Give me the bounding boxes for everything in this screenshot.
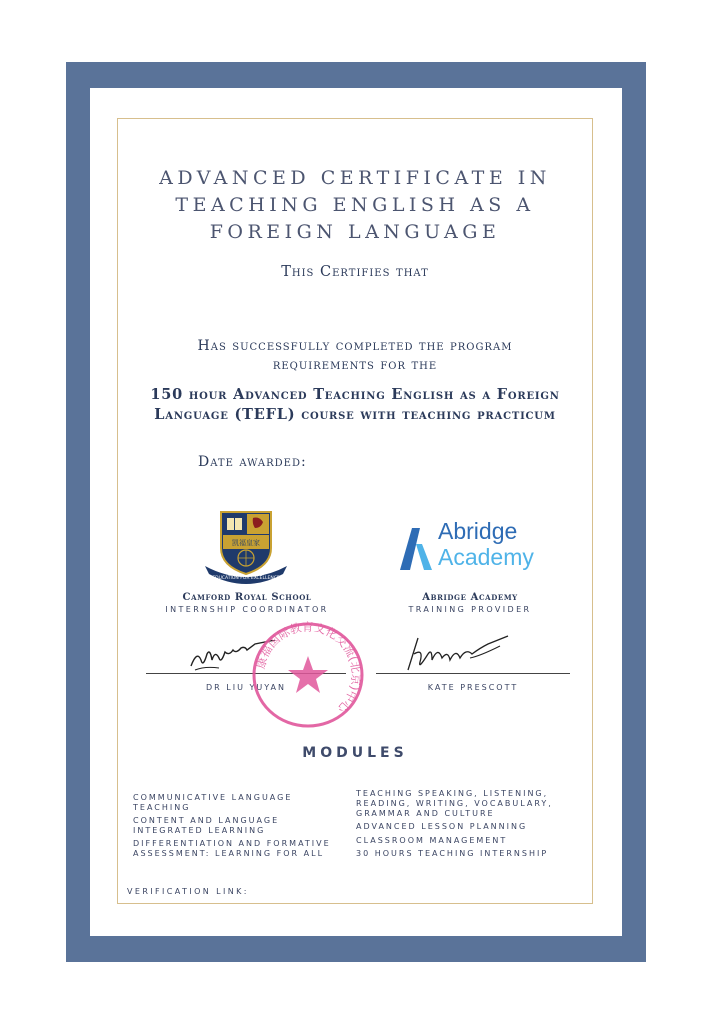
right-signature-line — [376, 673, 570, 674]
right-org-name: Abridge Academy — [422, 592, 518, 603]
abridge-a-icon — [398, 524, 434, 572]
certificate-title — [117, 165, 593, 246]
crest-motto: EDUCATION FOR EXCELLENCE — [212, 576, 280, 581]
module-right-1: TEACHING SPEAKING, LISTENING, READING, WRITING, VOCABULARY, GRAMMAR AND CULTURE — [356, 789, 553, 818]
abridge-logo-line2: Academy — [438, 544, 534, 570]
camford-crest-logo — [203, 508, 289, 586]
module-left-2: CONTENT AND LANGUAGE INTEGRATED LEARNING — [133, 816, 280, 835]
completed-text: Has successfully completed the program requirements for the — [197, 338, 513, 373]
module-left-3: DIFFERENTIATION AND FORMATIVE ASSESSMENT: LEARNING FOR ALL — [133, 839, 331, 858]
right-signatory-block — [370, 592, 570, 614]
seal-text: 康福国际教育文化交流(北京)中心 — [253, 620, 364, 716]
abridge-academy-logo — [398, 518, 558, 578]
left-signatory-name: DR LIU YUYAN — [206, 683, 286, 692]
left-org-name: Camford Royal School — [182, 592, 312, 603]
right-role: TRAINING PROVIDER — [408, 605, 532, 614]
module-right-4: 30 HOURS TEACHING INTERNSHIP — [356, 849, 549, 858]
right-signatory-name: KATE PRESCOTT — [427, 683, 519, 692]
verification-link-label: VERIFICATION LINK: — [127, 887, 249, 896]
right-signature — [400, 634, 524, 674]
completed-statement — [117, 337, 593, 375]
abridge-logo-line1: Abridge — [438, 518, 518, 544]
module-right-3: CLASSROOM MANAGEMENT — [356, 836, 508, 845]
modules-heading: MODULES — [302, 745, 408, 761]
date-awarded-label: Date awarded: — [198, 454, 307, 470]
left-role: INTERNSHIP COORDINATOR — [165, 605, 329, 614]
certificate-title-text: ADVANCED CERTIFICATE IN TEACHING ENGLISH AS A FOREIGN LANGUAGE — [159, 167, 551, 243]
left-signatory-block — [147, 592, 347, 614]
abridge-logo-text — [438, 518, 534, 570]
module-right-2: ADVANCED LESSON PLANNING — [356, 822, 528, 831]
course-text: 150 hour Advanced Teaching English as a Foreign Language (TEFL) course with teaching practicum — [150, 386, 560, 423]
course-name — [117, 385, 593, 425]
official-seal-stamp — [250, 620, 366, 730]
svg-text:凯福皇家: 凯福皇家 — [232, 539, 260, 547]
module-left-1: COMMUNICATIVE LANGUAGE TEACHING — [133, 793, 293, 812]
certifies-line: This Certifies that — [281, 264, 429, 280]
